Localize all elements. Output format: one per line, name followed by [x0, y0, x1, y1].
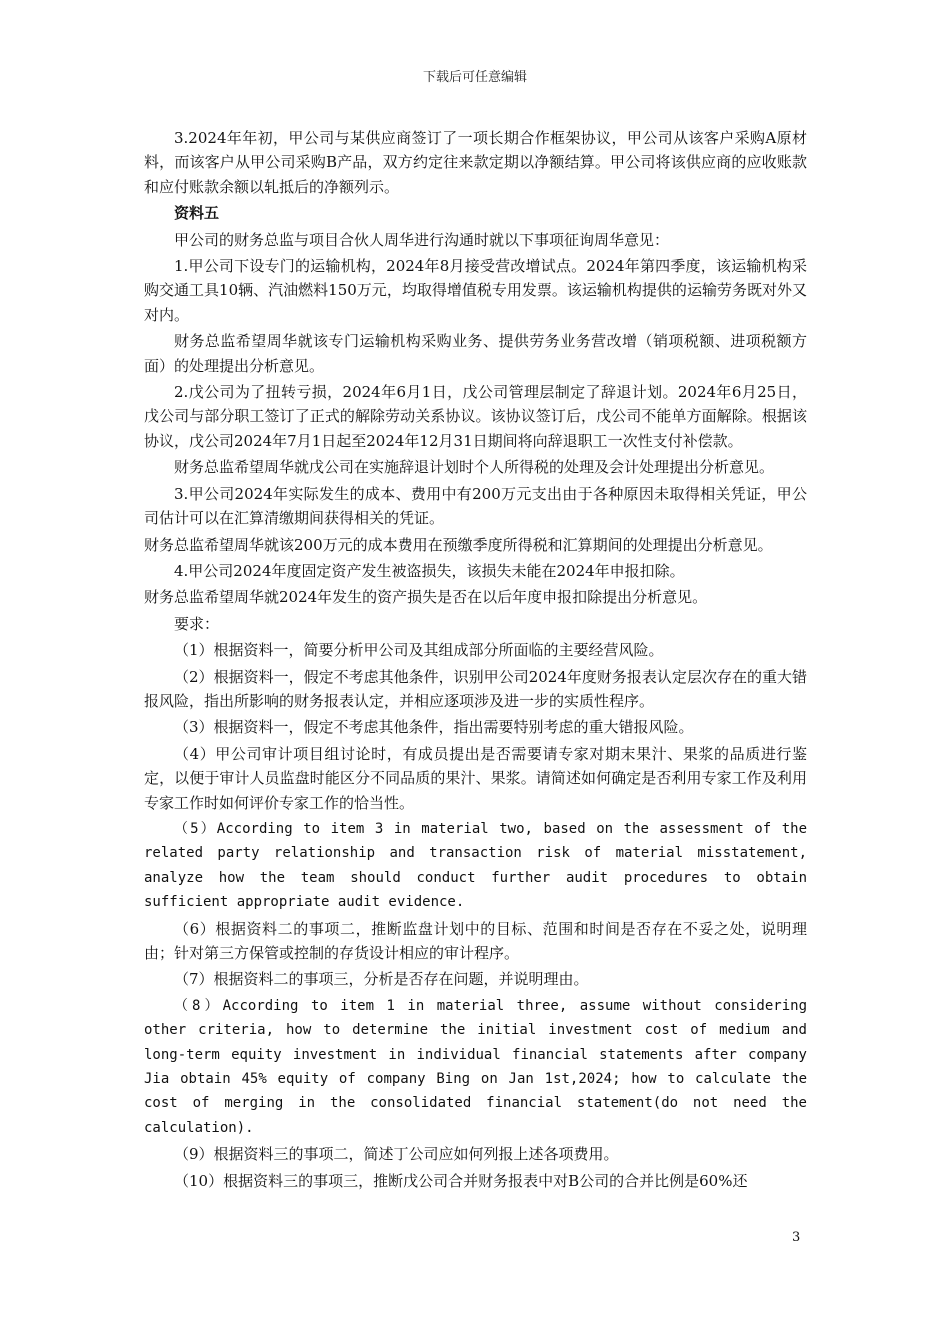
- page-number: 3: [792, 1230, 801, 1245]
- requirement-item: （3）根据资料一，假定不考虑其他条件，指出需要特别考虑的重大错报风险。: [174, 718, 694, 737]
- paragraph: 甲公司的财务总监与项目合伙人周华进行沟通时就以下事项征询周华意见：: [174, 230, 670, 249]
- paragraph: 3.甲公司2024年实际发生的成本、费用中有200万元支出由于各种原因未取得相关凭证，甲公司估计可以在汇算清缴期间获得相关的凭证。: [144, 484, 807, 528]
- document-body: [144, 126, 807, 1195]
- paragraph: 4.甲公司2024年度固定资产发生被盗损失，该损失未能在2024年申报扣除。: [174, 561, 685, 580]
- requirement-item: （5）According to item 3 in material two, based on the assessment of the related party relationship and transaction risk of material misstatement, analyze how the team should conduct further audit procedures to obtain sufficient appropriate audit evidence.: [144, 820, 807, 911]
- paragraph: 财务总监希望周华就2024年发生的资产损失是否在以后年度申报扣除提出分析意见。: [144, 588, 708, 607]
- section-heading: 资料五: [174, 204, 220, 223]
- paragraph: 财务总监希望周华就该专门运输机构采购业务、提供劳务业务营改增（销项税额、进项税额方面）的处理提出分析意见。: [144, 332, 807, 375]
- paragraph: 2.戊公司为了扭转亏损，2024年6月1日，戊公司管理层制定了辞退计划。2024年6月25日，戊公司与部分职工签订了正式的解除劳动关系协议。该协议签订后，戊公司不能单方面解除。根据该协议，戊公司2024年7月1日起至2024年12月31日期间将向辞退职工一次性支付补偿款。: [144, 383, 807, 450]
- requirement-item: （9）根据资料三的事项二，简述丁公司应如何列报上述各项费用。: [174, 1145, 619, 1164]
- requirement-item: （4）甲公司审计项目组讨论时，有成员提出是否需要请专家对期末果汁、果浆的品质进行鉴定，以便于审计人员监盘时能区分不同品质的果汁、果浆。请简述如何确定是否利用专家工作及利用专家工作时如何评价专家工作的恰当性。: [144, 744, 807, 812]
- requirement-item: （2）根据资料一，假定不考虑其他条件，识别甲公司2024年度财务报表认定层次存在的重大错报风险，指出所影响的财务报表认定，并相应逐项涉及进一步的实质性程序。: [144, 667, 807, 710]
- paragraph: 3.2024年年初，甲公司与某供应商签订了一项长期合作框架协议，甲公司从该客户采购A原材料，而该客户从甲公司采购B产品，双方约定往来款定期以净额结算。甲公司将该供应商的应收账款和应付账款余额以轧抵后的净额列示。: [144, 129, 807, 196]
- requirement-item: （10）根据资料三的事项三，推断戊公司合并财务报表中对B公司的合并比例是60%还: [174, 1171, 748, 1190]
- requirement-item: （1）根据资料一，简要分析甲公司及其组成部分所面临的主要经营风险。: [174, 641, 664, 660]
- paragraph: 1.甲公司下设专门的运输机构，2024年8月接受营改增试点。2024年第四季度，该运输机构采购交通工具10辆、汽油燃料150万元，均取得增值税专用发票。该运输机构提供的运输劳务既对外又对内。: [144, 257, 807, 324]
- paragraph: 财务总监希望周华就戊公司在实施辞退计划时个人所得税的处理及会计处理提出分析意见。: [174, 458, 775, 477]
- paragraph: 财务总监希望周华就该200万元的成本费用在预缴季度所得税和汇算期间的处理提出分析意见。: [144, 535, 773, 554]
- requirement-item: （8）According to item 1 in material three, assume without considering other criteria, how to determine the initial investment cost of medium and long-term equity investment in individual financial statements after company Jia obtain 45% equity of company Bing on Jan 1st,2024; how to calculate the cost of merging in the consolidated financial statement(do not need the calculation).: [144, 997, 807, 1136]
- requirements-label: 要求：: [174, 614, 220, 633]
- requirement-item: （7）根据资料二的事项三，分析是否存在问题，并说明理由。: [174, 970, 589, 989]
- requirement-item: （6）根据资料二的事项二，推断监盘计划中的目标、范围和时间是否存在不妥之处，说明理由；针对第三方保管或控制的存货设计相应的审计程序。: [144, 919, 807, 962]
- page-header: 下载后可任意编辑: [422, 70, 527, 85]
